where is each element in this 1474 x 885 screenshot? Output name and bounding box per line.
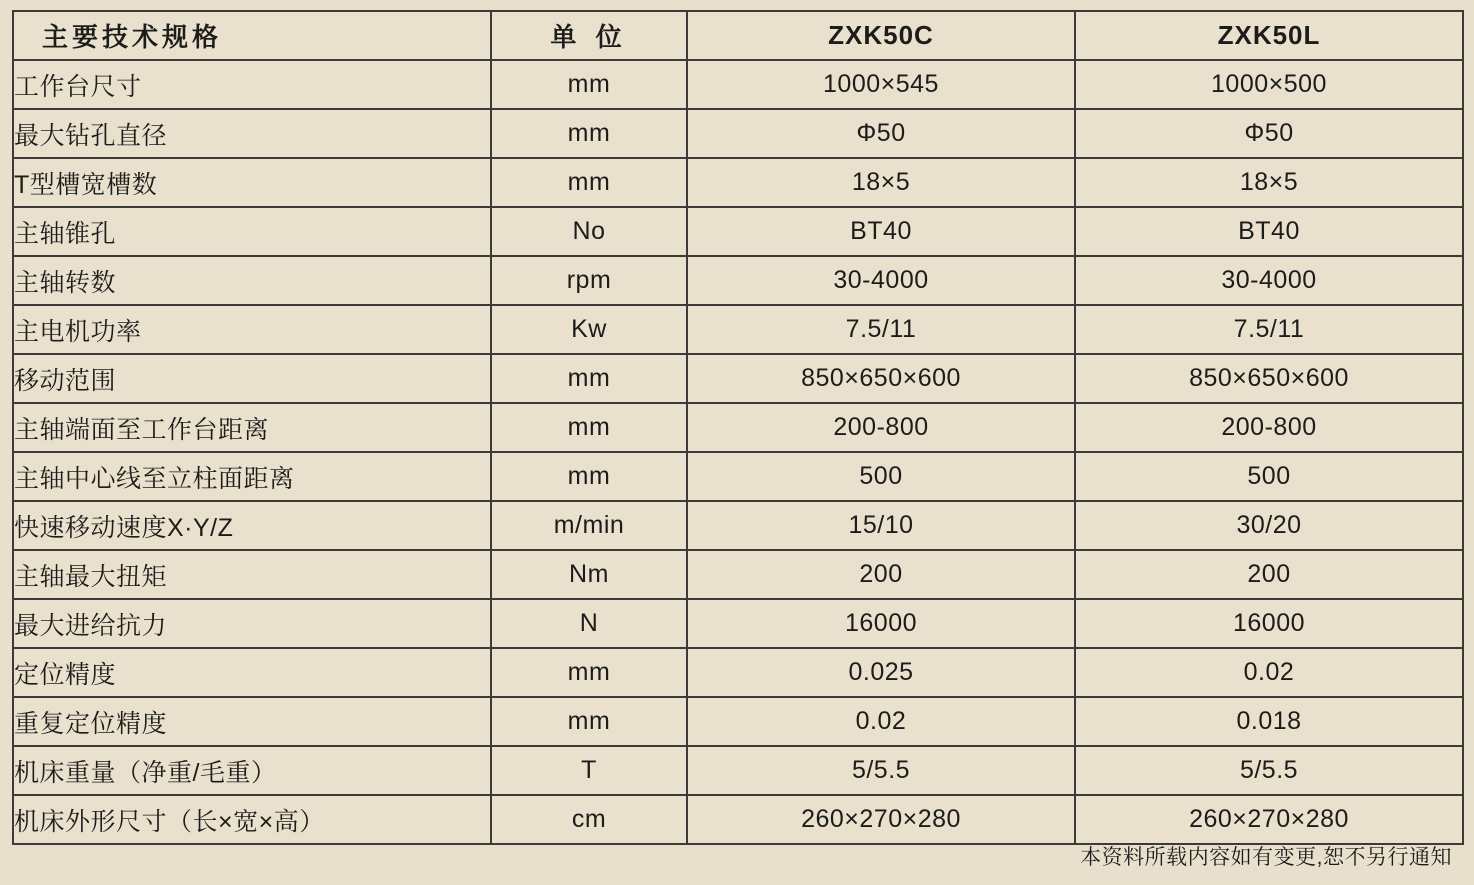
spec-value-cell-model-1: BT40: [687, 207, 1075, 256]
spec-unit-cell: mm: [491, 648, 687, 697]
column-header-spec: 主要技术规格: [13, 11, 491, 60]
spec-value-cell-model-2: 30/20: [1075, 501, 1463, 550]
spec-value-cell-model-1: 200: [687, 550, 1075, 599]
spec-value-cell-model-2: 200-800: [1075, 403, 1463, 452]
spec-name-cell: 主轴最大扭矩: [13, 550, 491, 599]
table-row: [13, 403, 1463, 452]
spec-unit-cell: cm: [491, 795, 687, 844]
spec-name-cell: 主轴转数: [13, 256, 491, 305]
spec-value-cell-model-1: 850×650×600: [687, 354, 1075, 403]
spec-unit-cell: Kw: [491, 305, 687, 354]
table-row: [13, 697, 1463, 746]
spec-value-cell-model-1: 5/5.5: [687, 746, 1075, 795]
table-row: [13, 599, 1463, 648]
table-row: [13, 207, 1463, 256]
column-header-model-2: ZXK50L: [1075, 11, 1463, 60]
spec-value-cell-model-2: 30-4000: [1075, 256, 1463, 305]
spec-value-cell-model-1: 15/10: [687, 501, 1075, 550]
spec-name-cell: 最大进给抗力: [13, 599, 491, 648]
spec-unit-cell: mm: [491, 60, 687, 109]
spec-value-cell-model-1: 0.02: [687, 697, 1075, 746]
spec-unit-cell: N: [491, 599, 687, 648]
spec-unit-cell: Nm: [491, 550, 687, 599]
spec-value-cell-model-1: 500: [687, 452, 1075, 501]
spec-name-cell: 工作台尺寸: [13, 60, 491, 109]
spec-value-cell-model-2: 7.5/11: [1075, 305, 1463, 354]
spec-name-cell: 定位精度: [13, 648, 491, 697]
spec-value-cell-model-2: 850×650×600: [1075, 354, 1463, 403]
spec-unit-cell: mm: [491, 354, 687, 403]
footnote: 本资料所载内容如有变更,恕不另行通知: [1080, 846, 1452, 869]
spec-value-cell-model-1: 7.5/11: [687, 305, 1075, 354]
table-row: [13, 354, 1463, 403]
spec-value-cell-model-1: 18×5: [687, 158, 1075, 207]
spec-name-cell: 机床外形尺寸（长×宽×高）: [13, 795, 491, 844]
spec-value-cell-model-1: 16000: [687, 599, 1075, 648]
spec-unit-cell: mm: [491, 109, 687, 158]
spec-value-cell-model-2: 18×5: [1075, 158, 1463, 207]
spec-value-cell-model-2: 16000: [1075, 599, 1463, 648]
spec-name-cell: 主轴锥孔: [13, 207, 491, 256]
table-body: [13, 60, 1463, 844]
spec-unit-cell: T: [491, 746, 687, 795]
specification-table: [12, 10, 1464, 845]
table-row: [13, 550, 1463, 599]
spec-unit-cell: mm: [491, 403, 687, 452]
spec-name-cell: 最大钻孔直径: [13, 109, 491, 158]
table-row: [13, 648, 1463, 697]
spec-value-cell-model-2: 0.02: [1075, 648, 1463, 697]
column-header-unit: 单 位: [491, 11, 687, 60]
spec-unit-cell: m/min: [491, 501, 687, 550]
table-row: [13, 305, 1463, 354]
spec-value-cell-model-2: 5/5.5: [1075, 746, 1463, 795]
table-row: [13, 501, 1463, 550]
table-row: [13, 60, 1463, 109]
spec-name-cell: 主轴中心线至立柱面距离: [13, 452, 491, 501]
spec-value-cell-model-2: 1000×500: [1075, 60, 1463, 109]
table-header-row: [13, 11, 1463, 60]
spec-value-cell-model-1: 1000×545: [687, 60, 1075, 109]
spec-name-cell: 快速移动速度X·Y/Z: [13, 501, 491, 550]
table-row: [13, 109, 1463, 158]
column-header-model-1: ZXK50C: [687, 11, 1075, 60]
spec-name-cell: 主电机功率: [13, 305, 491, 354]
table-row: [13, 746, 1463, 795]
table-row: [13, 256, 1463, 305]
spec-name-cell: 机床重量（净重/毛重）: [13, 746, 491, 795]
spec-value-cell-model-2: 500: [1075, 452, 1463, 501]
spec-name-cell: T型槽宽槽数: [13, 158, 491, 207]
spec-value-cell-model-2: Φ50: [1075, 109, 1463, 158]
spec-name-cell: 重复定位精度: [13, 697, 491, 746]
spec-name-cell: 主轴端面至工作台距离: [13, 403, 491, 452]
spec-name-cell: 移动范围: [13, 354, 491, 403]
table-row: [13, 158, 1463, 207]
spec-value-cell-model-2: BT40: [1075, 207, 1463, 256]
spec-value-cell-model-1: 30-4000: [687, 256, 1075, 305]
table-row: [13, 452, 1463, 501]
spec-value-cell-model-1: 260×270×280: [687, 795, 1075, 844]
spec-unit-cell: rpm: [491, 256, 687, 305]
spec-value-cell-model-2: 260×270×280: [1075, 795, 1463, 844]
spec-value-cell-model-1: 200-800: [687, 403, 1075, 452]
spec-value-cell-model-2: 200: [1075, 550, 1463, 599]
spec-value-cell-model-1: Φ50: [687, 109, 1075, 158]
table-row: [13, 795, 1463, 844]
spec-unit-cell: No: [491, 207, 687, 256]
spec-value-cell-model-2: 0.018: [1075, 697, 1463, 746]
spec-unit-cell: mm: [491, 452, 687, 501]
spec-unit-cell: mm: [491, 158, 687, 207]
spec-unit-cell: mm: [491, 697, 687, 746]
spec-value-cell-model-1: 0.025: [687, 648, 1075, 697]
